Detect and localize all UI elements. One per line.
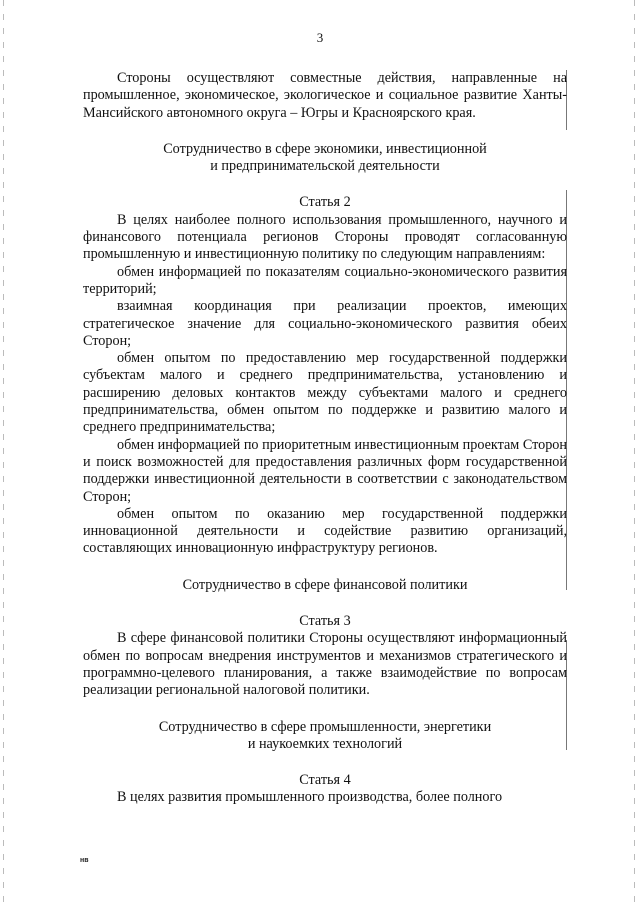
article-2-paragraph: В целях наиболее полного использования промышленного, научного и финансового потенциала регионов Стороны проводят согласованную промышленную и инвестиционную политику по следующим направлениям: bbox=[83, 211, 567, 263]
article-2-paragraph: обмен информацией по приоритетным инвестиционным проектам Сторон и поиск возможностей для предоставления различных форм государственной поддержки инвестиционной деятельности в соответствии с законодательством Сторон; bbox=[83, 436, 567, 505]
section-heading-economics bbox=[83, 141, 567, 176]
section-heading-line: Сотрудничество в сфере экономики, инвестиционной bbox=[163, 140, 487, 157]
page-number: 3 bbox=[316, 30, 324, 45]
section-heading-finance: Сотрудничество в сфере финансовой политики bbox=[182, 576, 468, 593]
article-2-paragraph: обмен опытом по оказанию мер государственной поддержки инновационной деятельности и содействие развитию организаций, составляющих инновационную инфраструктуру регионов. bbox=[83, 505, 567, 557]
article-heading-3: Статья 3 bbox=[299, 613, 351, 630]
document-body bbox=[83, 70, 567, 807]
scan-edge-left bbox=[3, 0, 4, 905]
article-2-paragraph: обмен информацией по показателям социально-экономического развития территорий; bbox=[83, 263, 567, 297]
section-heading-line: и предпринимательской деятельности bbox=[210, 158, 440, 175]
article-2-paragraph: взаимная координация при реализации проектов, имеющих стратегическое значение для социально-экономического развития обеих Сторон; bbox=[83, 298, 567, 349]
section-heading-line: Сотрудничество в сфере промышленности, энергетики bbox=[158, 718, 492, 735]
section-heading-industry bbox=[83, 719, 567, 754]
article-3-paragraph: В сфере финансовой политики Стороны осуществляют информационный обмен по вопросам внедрения инструментов и механизмов стратегического и программно-целевого планирования, а также взаимодействие по вопросам реализации региональной налоговой политики. bbox=[83, 630, 567, 699]
article-2-paragraph: обмен опытом по предоставлению мер государственной поддержки субъектам малого и среднего предпринимательства, установлению и расширению деловых контактов между субъектами малого и среднего предпринимательства, обмен опытом по поддержке и развитию малого и среднего предпринимательства; bbox=[83, 350, 567, 436]
article-heading-4: Статья 4 bbox=[299, 772, 351, 789]
intro-paragraph: Стороны осуществляют совместные действия, направленные на промышленное, экономическое, экологическое и социальное развитие Ханты-Мансийского автономного округа – Югры и Красноярского края. bbox=[83, 70, 567, 121]
section-heading-line: и наукоемких технологий bbox=[247, 735, 403, 752]
article-4-paragraph: В целях развития промышленного производства, более полного bbox=[117, 789, 503, 806]
scan-edge-right bbox=[634, 0, 635, 905]
article-heading-2: Статья 2 bbox=[299, 194, 351, 211]
footer-initials: нв bbox=[80, 857, 89, 864]
